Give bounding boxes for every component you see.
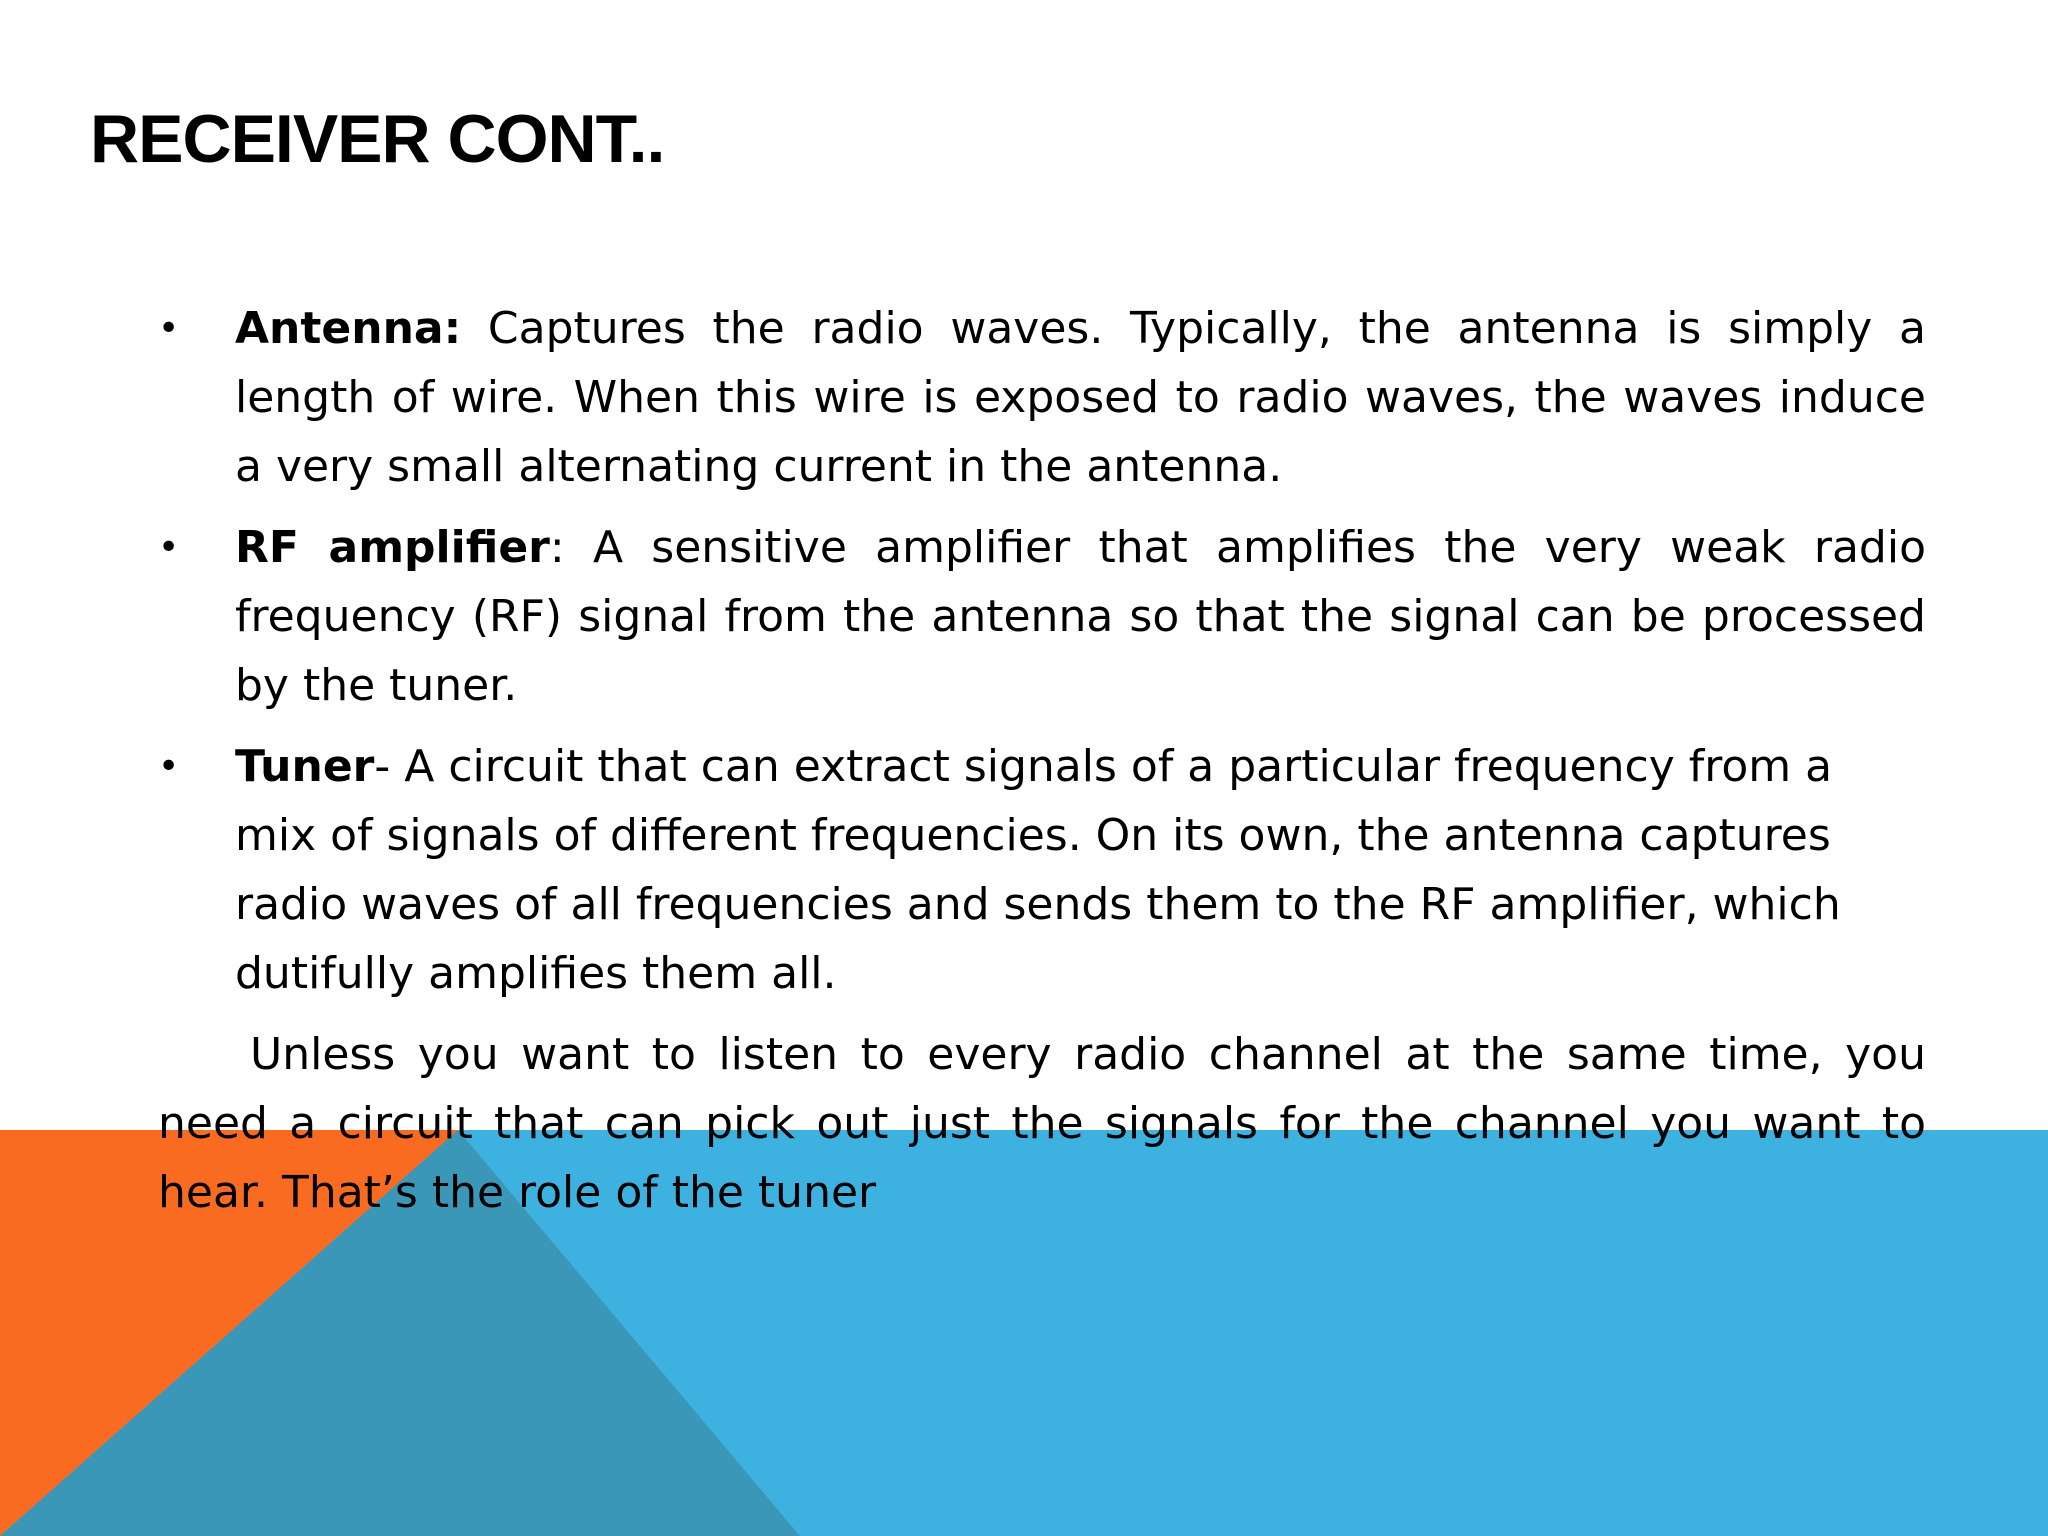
- bullet-text: Captures the radio waves. Typically, the antenna is simply a length of wire. When this wire is exposed to radio waves, the waves induce a very small alternating current in the antenna.: [235, 303, 1926, 492]
- bullet-text: : A sensitive amplifier that amplifies the very weak radio frequency (RF) signal from the antenna so that the signal can be processed by the tuner.: [235, 522, 1927, 711]
- bullet-dot: •: [158, 308, 180, 349]
- bullet-tuner: [158, 732, 1926, 1008]
- bullet-dot: •: [158, 746, 180, 787]
- bullet-term: Tuner: [235, 741, 375, 792]
- bullet-term: RF amplifier: [235, 522, 550, 573]
- bullet-rf-amplifier: [158, 513, 1926, 720]
- bullet-antenna: [158, 294, 1926, 501]
- bullet-text: - A circuit that can extract signals of a particular frequency from a mix of signals of different frequencies. On its own, the antenna captures radio waves of all frequencies and sends them to the RF amplifier, which dutifully amplifies them all.: [235, 741, 1841, 999]
- bullet-dot: •: [158, 527, 180, 568]
- slide-title: RECEIVER CONT..: [90, 101, 665, 177]
- bullet-term: Antenna:: [235, 303, 462, 354]
- slide-content: [158, 294, 1926, 1227]
- tuner-paragraph: Unless you want to listen to every radio channel at the same time, you need a circuit that can pick out just the signals for the channel you want to hear. That’s the role of the tuner: [158, 1029, 1926, 1218]
